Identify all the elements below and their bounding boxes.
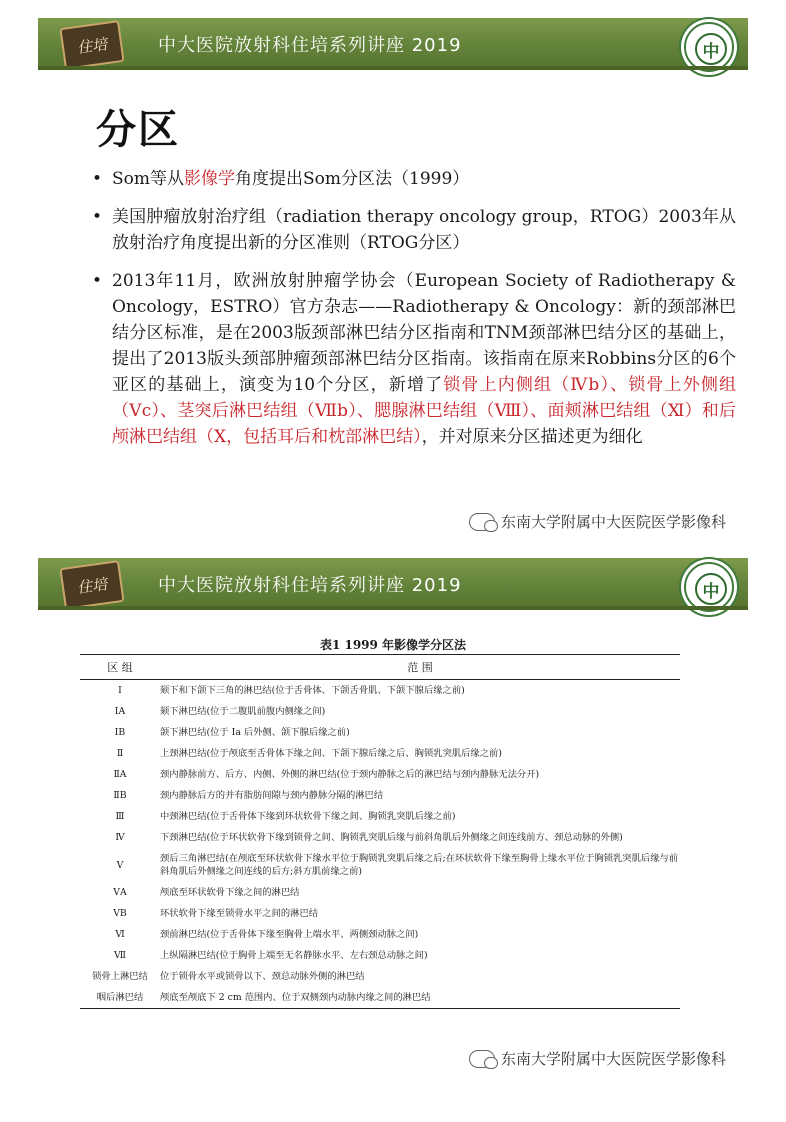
zone-range-cell: 下颈淋巴结(位于环状软骨下缘到锁骨之间、胸锁乳突肌后缘与前斜角肌后外侧缘之间连线前方、颈总动脉的外侧) — [160, 832, 623, 843]
banner-title: 中大医院放射科住培系列讲座 2019 — [158, 35, 462, 56]
table-row — [80, 680, 680, 702]
zone-range-cell: 环状软骨下缘至锁骨水平之间的淋巴结 — [160, 908, 319, 919]
wechat-icon — [469, 513, 495, 531]
zone-range-cell: 上颈淋巴结(位于颅底至舌骨体下缘之间、下颌下腺后缘之后、胸锁乳突肌后缘之前) — [160, 748, 502, 759]
zone-group-cell: Ⅵ — [115, 929, 125, 940]
hospital-logo — [684, 562, 734, 612]
zone-group-cell: ⅠA — [114, 706, 126, 717]
logo-char: 中 — [695, 573, 727, 605]
table-row — [80, 785, 680, 806]
table-row — [80, 764, 680, 785]
zone-range-cell: 颈前淋巴结(位于舌骨体下缘至胸骨上端水平、两侧颈动脉之间) — [160, 929, 419, 940]
table-row — [80, 743, 680, 764]
zone-range-cell: 颈内静脉后方的并有脂肪间隙与颈内静脉分隔的淋巴结 — [160, 790, 384, 801]
zone-range-cell: 颏下和下颌下三角的淋巴结(位于舌骨体、下颌舌骨肌、下颌下腺后缘之前) — [160, 685, 465, 696]
bullet-item — [86, 268, 736, 450]
slide-2 — [38, 558, 748, 1078]
table-row — [80, 722, 680, 743]
watermark-text: 东南大学附属中大医院医学影像科 — [500, 513, 726, 531]
zone-range-cell: 中颈淋巴结(位于舌骨体下缘到环状软骨下缘之间、胸锁乳突肌后缘之前) — [160, 811, 456, 822]
column-header-group: 区 组 — [107, 661, 133, 674]
bullet-text: 角度提出Som分区法（1999） — [235, 169, 470, 189]
zone-group-cell: ⅡB — [113, 790, 127, 801]
zone-range-cell: 颅底至环状软骨下缘之间的淋巴结 — [160, 887, 300, 898]
table-title: 表1 1999 年影像学分区法 — [319, 638, 467, 652]
zone-range-cell: 上纵隔淋巴结(位于胸骨上端至无名静脉水平、左右颈总动脉之间) — [160, 950, 428, 961]
table-row — [80, 827, 680, 848]
table-row — [80, 701, 680, 722]
zone-group-cell: ⅤB — [113, 908, 127, 919]
zone-group-cell: ⅤA — [113, 887, 127, 898]
zone-range-cell: 颏下淋巴结(位于二腹肌前腹内侧缘之间) — [160, 706, 326, 717]
bullet-highlight: 锁骨上内侧组（Ⅳb）、锁骨上外侧组（Ⅴc）、茎突后淋巴结组（Ⅶb）、腮腺淋巴结组（Ⅷ）、面颊淋巴结组（Ⅺ）和后颅淋巴结组（Ⅹ，包括耳后和枕部淋巴结） — [112, 375, 736, 447]
bullet-item — [86, 166, 736, 192]
table-row — [80, 903, 680, 924]
table-row — [80, 806, 680, 827]
slide-banner — [38, 18, 748, 70]
wechat-watermark — [469, 1048, 726, 1069]
slide-banner — [38, 558, 748, 610]
table-row — [80, 848, 680, 882]
bullet-text: Som等从 — [112, 169, 185, 189]
bullet-highlight: 影像学 — [184, 169, 236, 189]
slide-heading: 分区 — [96, 107, 180, 153]
zone-group-cell: 锁骨上淋巴结 — [92, 971, 148, 982]
zone-group-cell: Ⅱ — [116, 748, 124, 759]
zone-group-cell: 咽后淋巴结 — [96, 992, 144, 1003]
zone-range-cell: 颈后三角淋巴结(在颅底至环状软骨下缘水平位于胸锁乳突肌后缘之后;在环状软骨下缘至胸骨上缘水平位于胸锁乳突肌后缘与前斜角肌后外侧缘之间连线的后方;斜方肌前缘之前) — [160, 853, 679, 877]
zone-group-cell: Ⅳ — [115, 832, 125, 843]
residency-badge: 住培 — [59, 20, 124, 70]
bullet-text: ，并对原来分区描述更为细化 — [421, 427, 643, 447]
table-row — [80, 945, 680, 966]
zone-range-cell: 颅底至颅底下 2 cm 范围内、位于双侧颈内动脉内缘之间的淋巴结 — [160, 992, 431, 1003]
bullet-text: 美国肿瘤放射治疗组（radiation therapy oncology group，RTOG）2003年从放射治疗角度提出新的分区准则（RTOG分区） — [112, 207, 736, 253]
zone-group-cell: Ⅲ — [115, 811, 125, 822]
table-row — [80, 987, 680, 1009]
zone-range-cell: 颌下淋巴结(位于 Ia 后外侧、颌下腺后缘之前) — [160, 727, 350, 738]
residency-badge: 住培 — [59, 560, 124, 610]
zone-group-cell: ⅡA — [113, 769, 127, 780]
zone-group-cell: Ⅴ — [116, 859, 124, 871]
bullet-text: 2013年11月，欧洲放射肿瘤学协会（European Society of Radiotherapy & Oncology，ESTRO）官方杂志——Radiotherapy & Oncology：新的颈部淋巴结分区标准，是在2003版颈部淋巴结分区指南和TNM颈部淋巴结分区的基础上，提出了2013版头颈部肿瘤颈部淋巴结分区指南。该指南在原来Robbins分区的6个亚区的基础上，演变为10个分区，新增了 — [112, 271, 736, 395]
zone-range-cell: 位于锁骨水平或锁骨以下、颈总动脉外侧的淋巴结 — [160, 971, 365, 982]
bullet-list — [86, 166, 736, 462]
zone-table — [80, 654, 680, 1009]
column-header-range: 范 围 — [407, 661, 433, 674]
hospital-logo — [684, 22, 734, 72]
zone-group-cell: ⅠB — [114, 727, 126, 738]
wechat-icon — [469, 1050, 495, 1068]
watermark-text: 东南大学附属中大医院医学影像科 — [500, 1050, 726, 1068]
zone-group-cell: Ⅰ — [118, 685, 122, 696]
zone-group-cell: Ⅶ — [114, 950, 126, 961]
logo-char: 中 — [695, 33, 727, 65]
table-row — [80, 966, 680, 987]
slide-1 — [38, 18, 748, 538]
table-row — [80, 924, 680, 945]
zone-range-cell: 颈内静脉前方、后方、内侧、外侧的淋巴结(位于颈内静脉之后的淋巴结与颈内静脉无法分开) — [160, 769, 540, 780]
table-header-row — [80, 655, 680, 680]
table-body — [80, 680, 680, 1009]
wechat-watermark — [469, 511, 726, 532]
table-row — [80, 882, 680, 903]
banner-title: 中大医院放射科住培系列讲座 2019 — [158, 575, 462, 596]
bullet-item — [86, 204, 736, 256]
